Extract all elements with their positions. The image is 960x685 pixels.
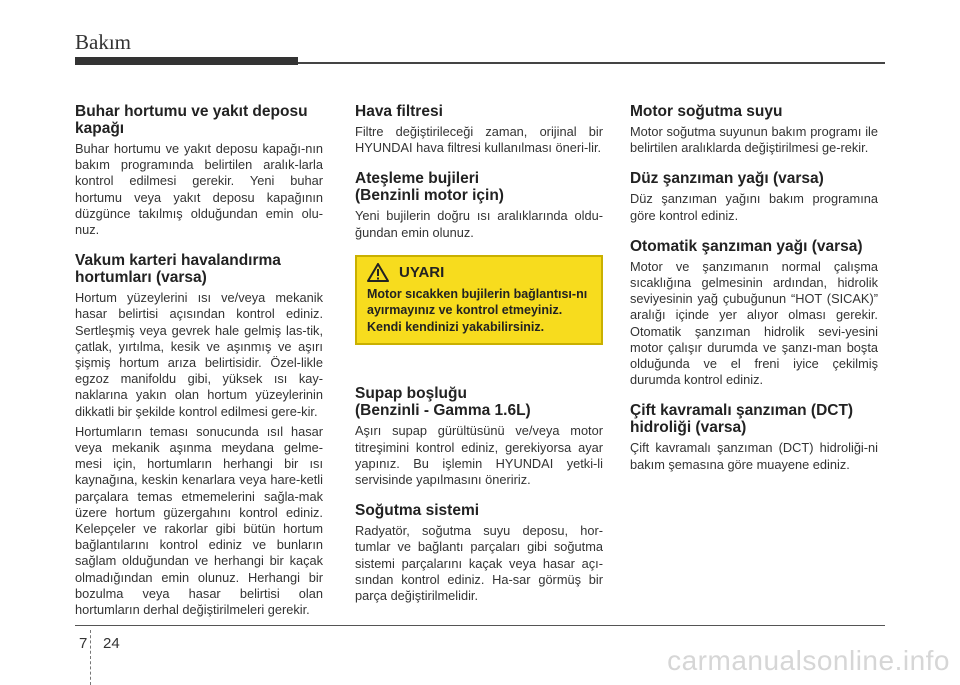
heading-dct-fluid-line2: hidroliği (varsa) — [630, 419, 747, 437]
column-3 — [630, 103, 878, 487]
para-vacuum-hoses-1: Hortum yüzeylerini ısı ve/veya mekanik hasar belirtisi açısından kontrol ediniz. Sertleşmiş veya gevrek hale gelmiş las-tik, çatlak, yırtılma, kesik ve aşınmış ve aşırı şişmiş hortum arıza belirtisidir. Özel-likle egzoz manifoldu gibi, yüksek ısı kay-naklarına yakın olan hortum yüzeylerinin dikkatli bir şekilde kontrol edilmesi gere-kir. — [75, 290, 323, 419]
heading-valve-clearance — [355, 385, 603, 419]
warning-box — [355, 255, 603, 346]
page-number: 24 — [103, 635, 120, 652]
heading-spark-plugs-line2: (Benzinli motor için) — [355, 187, 504, 205]
heading-spark-plugs-line1: Ateşleme bujileri — [355, 170, 480, 188]
heading-valve-clearance-line1: Supap boşluğu — [355, 385, 467, 403]
heading-valve-clearance-line2: (Benzinli - Gamma 1.6L) — [355, 402, 531, 420]
column-2 — [355, 103, 603, 618]
heading-engine-coolant: Motor soğutma suyu — [630, 103, 783, 120]
footer-rule — [75, 625, 885, 626]
warning-title: UYARI — [399, 263, 445, 281]
heading-cooling-system: Soğutma sistemi — [355, 502, 480, 520]
header-accent-bar — [75, 57, 298, 65]
para-vapor-hose: Buhar hortumu ve yakıt deposu kapağı-nın bakım programında belirtilen aralık-larla kontrol edilmesi gerekir. Yeni buhar hortumu veya yakıt deposu kapağının düzgünce takılmış olduğundan emin olu-nuz. — [75, 141, 323, 238]
para-manual-transmission: Düz şanzıman yağını bakım programına göre kontrol ediniz. — [630, 191, 878, 223]
chapter-number: 7 — [79, 635, 88, 652]
column-1 — [75, 103, 323, 632]
heading-dct-fluid-line1: Çift kavramalı şanzıman (DCT) — [630, 402, 854, 420]
para-spark-plugs: Yeni bujilerin doğru ısı aralıklarında oldu-ğundan emin olunuz. — [355, 208, 603, 240]
heading-air-filter: Hava filtresi — [355, 103, 443, 120]
para-dct-fluid: Çift kavramalı şanzıman (DCT) hidroliği-ni bakım şemasına göre muayene ediniz. — [630, 440, 878, 472]
heading-spark-plugs — [355, 170, 603, 204]
section-title: Bakım — [75, 30, 131, 54]
heading-vapor-hose: Buhar hortumu ve yakıt deposu kapağı — [75, 103, 308, 137]
para-cooling-system: Radyatör, soğutma suyu deposu, hor-tumlar ve bağlantı parçaları gibi soğutma sistemi parçalarını kaçak veya hasar açı-sından kontrol ediniz. Ha-sar görmüş bir parça değiştirilmelidir. — [355, 523, 603, 603]
warning-header — [367, 263, 593, 282]
para-engine-coolant: Motor soğutma suyunun bakım programı ile belirtilen aralıklarda değiştirilmesi ge-rekir. — [630, 124, 878, 156]
heading-dct-fluid — [630, 402, 878, 436]
para-air-filter: Filtre değiştirileceği zaman, orijinal bir HYUNDAI hava filtresi kullanılması öneri-lir. — [355, 124, 603, 156]
para-vacuum-hoses-2: Hortumların teması sonucunda ısıl hasar veya mekanik aşınma meydana gelme-mesi için, hortumların herhangi bir ısı kaynağına, keskin kenarlara veya hare-ketli parçalara temas etmemelerini sağla-mak üzere hortum güzergahını kontrol ediniz. Kelepçeler ve rakorlar gibi bütün hortum bağlantılarını kontrol ediniz ve bunların sağlam olduğundan ve herhangi bir kaçak olmadığından emin olunuz. Herhangi bir bozulma veya hasar belirtisi olan hortumların derhal değiştirilmeleri gerekir. — [75, 423, 323, 618]
warning-text: Motor sıcakken bujilerin bağlantısı-nı ayırmayınız ve kontrol etmeyiniz. Kendi kendinizi yakabilirsiniz. — [367, 286, 588, 334]
footer-divider — [90, 630, 92, 685]
heading-automatic-transmission: Otomatik şanzıman yağı (varsa) — [630, 237, 863, 255]
watermark: carmanualsonline.info — [667, 645, 950, 676]
para-valve-clearance: Aşırı supap gürültüsünü ve/veya motor titreşimini kontrol ediniz, gerekiyorsa ayar yapınız. Bu işlemin HYUNDAI yetki-li servisinde yapılmasını öneririz. — [355, 423, 603, 487]
warning-triangle-icon — [367, 263, 389, 282]
para-automatic-transmission: Motor ve şanzımanın normal çalışma sıcaklığına gelmesinin ardından, hidrolik seviyesinin yağ çubuğunun “HOT (SICAK)” aralığı içinde yer alıyor olması gerekir. Otomatik şanzıman hidrolik sevi-yesini motor çalışır durumda ve şanzı-man boşta olduğunda ve el freni iyice çekilmiş durumda kontrol ediniz. — [630, 258, 878, 388]
heading-manual-transmission: Düz şanzıman yağı (varsa) — [630, 170, 824, 188]
heading-vacuum-hoses: Vakum karteri havalandırma hortumları (varsa) — [75, 252, 281, 287]
